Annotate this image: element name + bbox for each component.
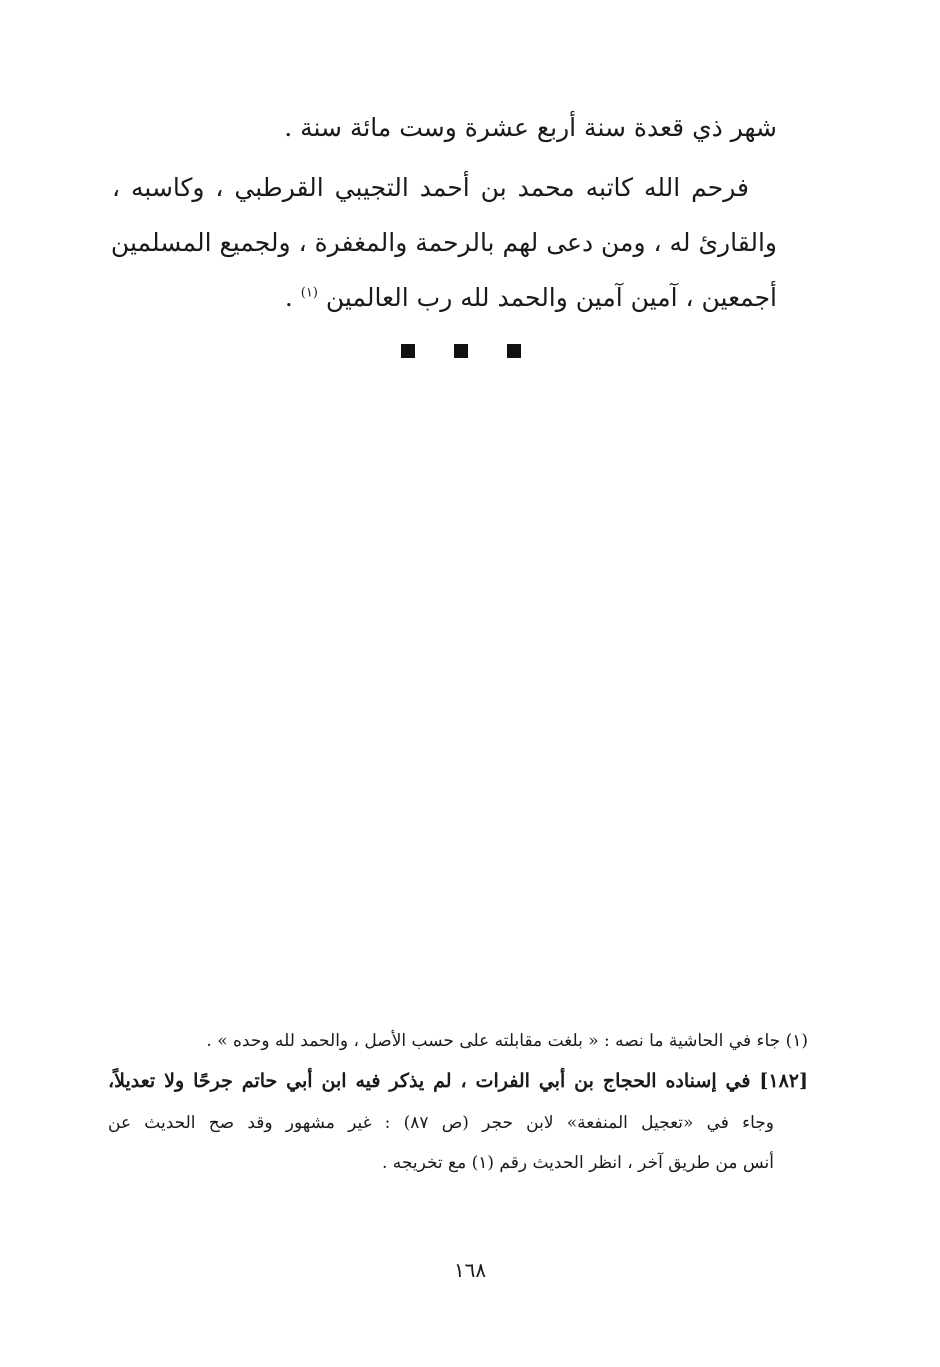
separator-square-icon [454,344,468,358]
footnote-marker: (١) [300,285,318,301]
main-line-4-end: . [284,283,293,312]
main-line-3: والقارئ له ، ومن دعى لهم بالرحمة والمغفرة ، ولجميع المسلمين [110,228,777,257]
section-separator [0,344,940,360]
page-number: ١٦٨ [453,1258,487,1282]
footnotes-block [108,1026,808,1186]
main-line-4-text: أجمعين ، آمين آمين والحمد لله رب العالمين [325,283,777,312]
main-line-4 [112,280,777,316]
main-line-1: شهر ذي قعدة سنة أربع عشرة وست مائة سنة . [284,113,777,142]
footnote-line-3: وجاء في «تعجيل المنفعة» لابن حجر (ص ٨٧) : غير مشهور وقد صح الحديث عن [108,1113,774,1133]
footnote-line-4: أنس من طريق آخر ، انظر الحديث رقم (١) مع تخريجه . [381,1153,774,1173]
main-text-block [112,110,777,320]
footnote-line-1: (١) جاء في الحاشية ما نصه : « بلغت مقابلته على حسب الأصل ، والحمد لله وحده » . [206,1031,808,1051]
separator-square-icon [401,344,415,358]
separator-square-icon [507,344,521,358]
main-line-2: فرحم الله كاتبه محمد بن أحمد التجيبي القرطبي ، وكاسبه ، [112,173,749,202]
footnote-line-2: [١٨٢] في إسناده الحجاج بن أبي الفرات ، لم يذكر فيه ابن أبي حاتم جرحًا ولا تعديلاً، [108,1070,808,1092]
